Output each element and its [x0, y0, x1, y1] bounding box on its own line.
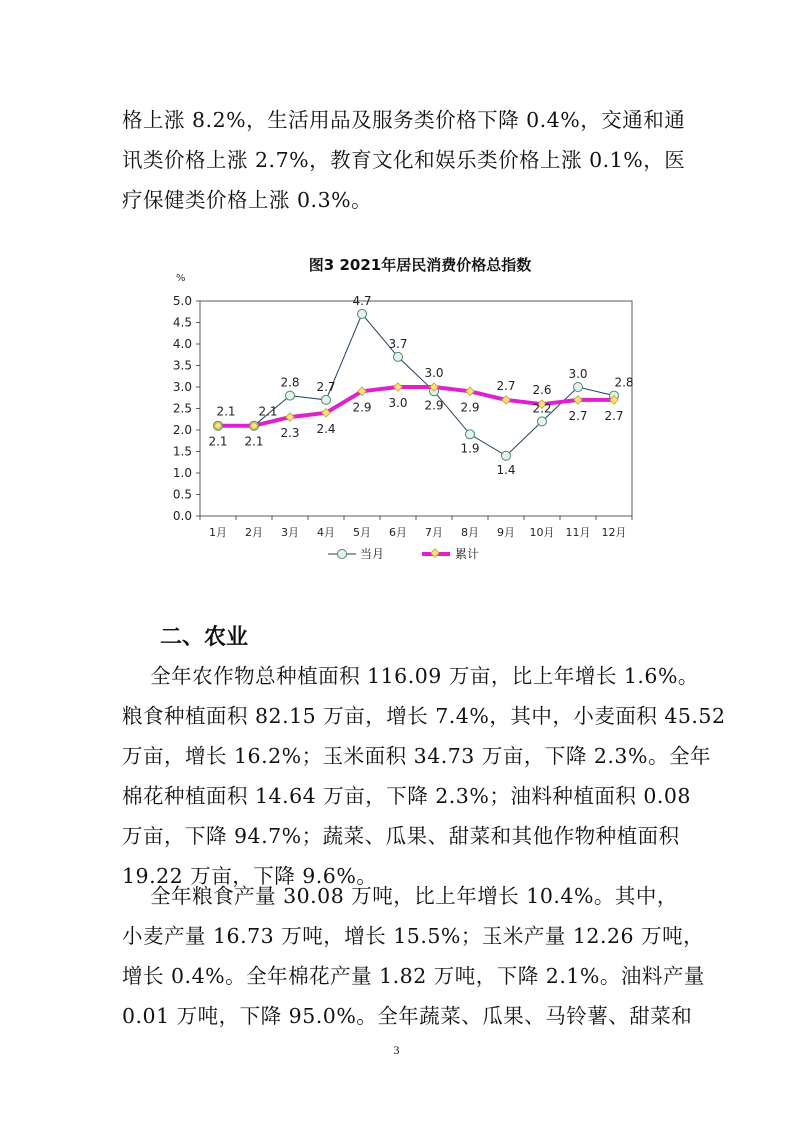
legend-marker-current [338, 550, 347, 559]
y-tick-label: 3.0 [172, 380, 192, 394]
data-label-cumulative: 3.0 [424, 366, 444, 380]
x-tick-label: 5月 [353, 526, 371, 539]
data-label-current: 1.4 [496, 462, 516, 477]
point-cumulative [574, 396, 582, 404]
point-cumulative [466, 387, 474, 395]
x-tick-label: 7月 [425, 526, 443, 539]
data-label-current: 1.9 [460, 441, 480, 456]
data-label-cumulative: 2.9 [460, 400, 480, 415]
x-tick-label: 2月 [245, 526, 263, 539]
point-current [538, 417, 547, 426]
section-heading: 二、农业 [160, 625, 249, 650]
data-label-cumulative: 2.7 [568, 408, 588, 423]
point-cumulative [286, 413, 294, 421]
agriculture-paragraph-area [122, 656, 726, 896]
data-label-cumulative: 2.4 [316, 421, 336, 436]
legend-label-current: 当月 [360, 547, 385, 561]
data-label-current: 2.8 [280, 375, 300, 390]
text-line: 粮食种植面积 82.15 万亩，增长 7.4%，其中，小麦面积 45.52 [122, 704, 726, 728]
text-line: 增长 0.4%。全年棉花产量 1.82 万吨，下降 2.1%。油料产量 [122, 964, 705, 988]
data-label-current: 2.9 [424, 398, 444, 413]
data-label-current: 2.1 [258, 404, 278, 419]
data-label-cumulative: 2.3 [280, 426, 300, 441]
y-tick-label: 2.5 [172, 401, 192, 416]
data-label-cumulative: 2.7 [604, 408, 624, 423]
text-line: 万亩，下降 94.7%；蔬菜、瓜果、甜菜和其他作物种植面积 [122, 824, 680, 848]
point-cumulative [502, 396, 510, 404]
x-tick-label: 12月 [601, 526, 627, 539]
x-tick-label: 4月 [317, 526, 335, 539]
point-cumulative [394, 383, 402, 391]
text-line: 全年农作物总种植面积 116.09 万亩，比上年增长 1.6%。 [122, 664, 699, 688]
data-label-cumulative: 2.1 [208, 434, 228, 449]
data-label-current: 4.7 [352, 293, 372, 308]
page-number: 3 [393, 1043, 400, 1057]
data-label-current: 3.7 [388, 336, 408, 351]
data-label-current: 2.7 [316, 379, 336, 394]
data-label-current: 2.8 [614, 375, 634, 390]
point-current [322, 395, 331, 404]
data-label-cumulative: 2.1 [244, 434, 264, 449]
point-current [286, 391, 295, 400]
x-tick-label: 9月 [497, 526, 515, 539]
point-current [394, 352, 403, 361]
text-line: 疗保健类价格上涨 0.3%。 [122, 188, 373, 212]
x-tick-label: 6月 [389, 526, 407, 539]
y-tick-label: 4.0 [172, 337, 192, 351]
text-line: 格上涨 8.2%，生活用品及服务类价格下降 0.4%，交通和通 [122, 108, 686, 132]
y-tick-label: 2.0 [172, 423, 192, 437]
y-axis-unit: % [176, 273, 186, 284]
data-label-current: 2.1 [216, 404, 236, 419]
agriculture-paragraph-output [122, 876, 705, 1036]
chart-title: 图3 2021年居民消费价格总指数 [308, 256, 532, 274]
y-tick-label: 0.0 [172, 509, 192, 523]
text-line: 棉花种植面积 14.64 万亩，下降 2.3%；油料种植面积 0.08 [122, 784, 691, 808]
x-tick-label: 3月 [281, 526, 299, 539]
text-line: 讯类价格上涨 2.7%，教育文化和娱乐类价格上涨 0.1%，医 [122, 148, 686, 172]
cpi-chart-svg [150, 248, 650, 578]
point-current [466, 430, 475, 439]
data-label-cumulative: 2.6 [532, 383, 552, 398]
legend-label-cumulative: 累计 [455, 547, 480, 561]
data-label-current: 3.0 [568, 367, 588, 381]
x-tick-label: 11月 [565, 526, 591, 539]
y-tick-label: 4.5 [172, 315, 192, 330]
text-line: 万亩，增长 16.2%；玉米面积 34.73 万亩，下降 2.3%。全年 [122, 744, 711, 768]
chart-legend [328, 546, 479, 561]
y-tick-label: 3.5 [172, 358, 192, 373]
y-tick-label: 1.5 [172, 444, 192, 459]
point-current [502, 451, 511, 460]
x-tick-label: 10月 [529, 526, 555, 539]
point-current [574, 383, 583, 392]
data-label-cumulative: 2.7 [496, 378, 516, 393]
y-tick-label: 5.0 [172, 294, 192, 308]
text-line: 小麦产量 16.73 万吨，增长 15.5%；玉米产量 12.26 万吨， [122, 924, 705, 948]
data-label-cumulative: 3.0 [388, 396, 408, 410]
x-tick-label: 1月 [209, 526, 227, 539]
text-line: 全年粮食产量 30.08 万吨，比上年增长 10.4%。其中， [122, 884, 678, 908]
series-line-current [218, 314, 614, 456]
point-current [358, 309, 367, 318]
cpi-chart [150, 248, 650, 578]
y-tick-label: 0.5 [172, 487, 192, 502]
top-paragraph [122, 100, 686, 220]
y-tick-label: 1.0 [172, 466, 192, 480]
x-tick-label: 8月 [461, 526, 479, 539]
text-line: 0.01 万吨，下降 95.0%。全年蔬菜、瓜果、马铃薯、甜菜和 [122, 1004, 693, 1028]
data-label-cumulative: 2.9 [352, 400, 372, 415]
data-label-current: 2.2 [532, 401, 552, 416]
text-line: 19.22 万亩，下降 9.6%。 [122, 864, 378, 888]
